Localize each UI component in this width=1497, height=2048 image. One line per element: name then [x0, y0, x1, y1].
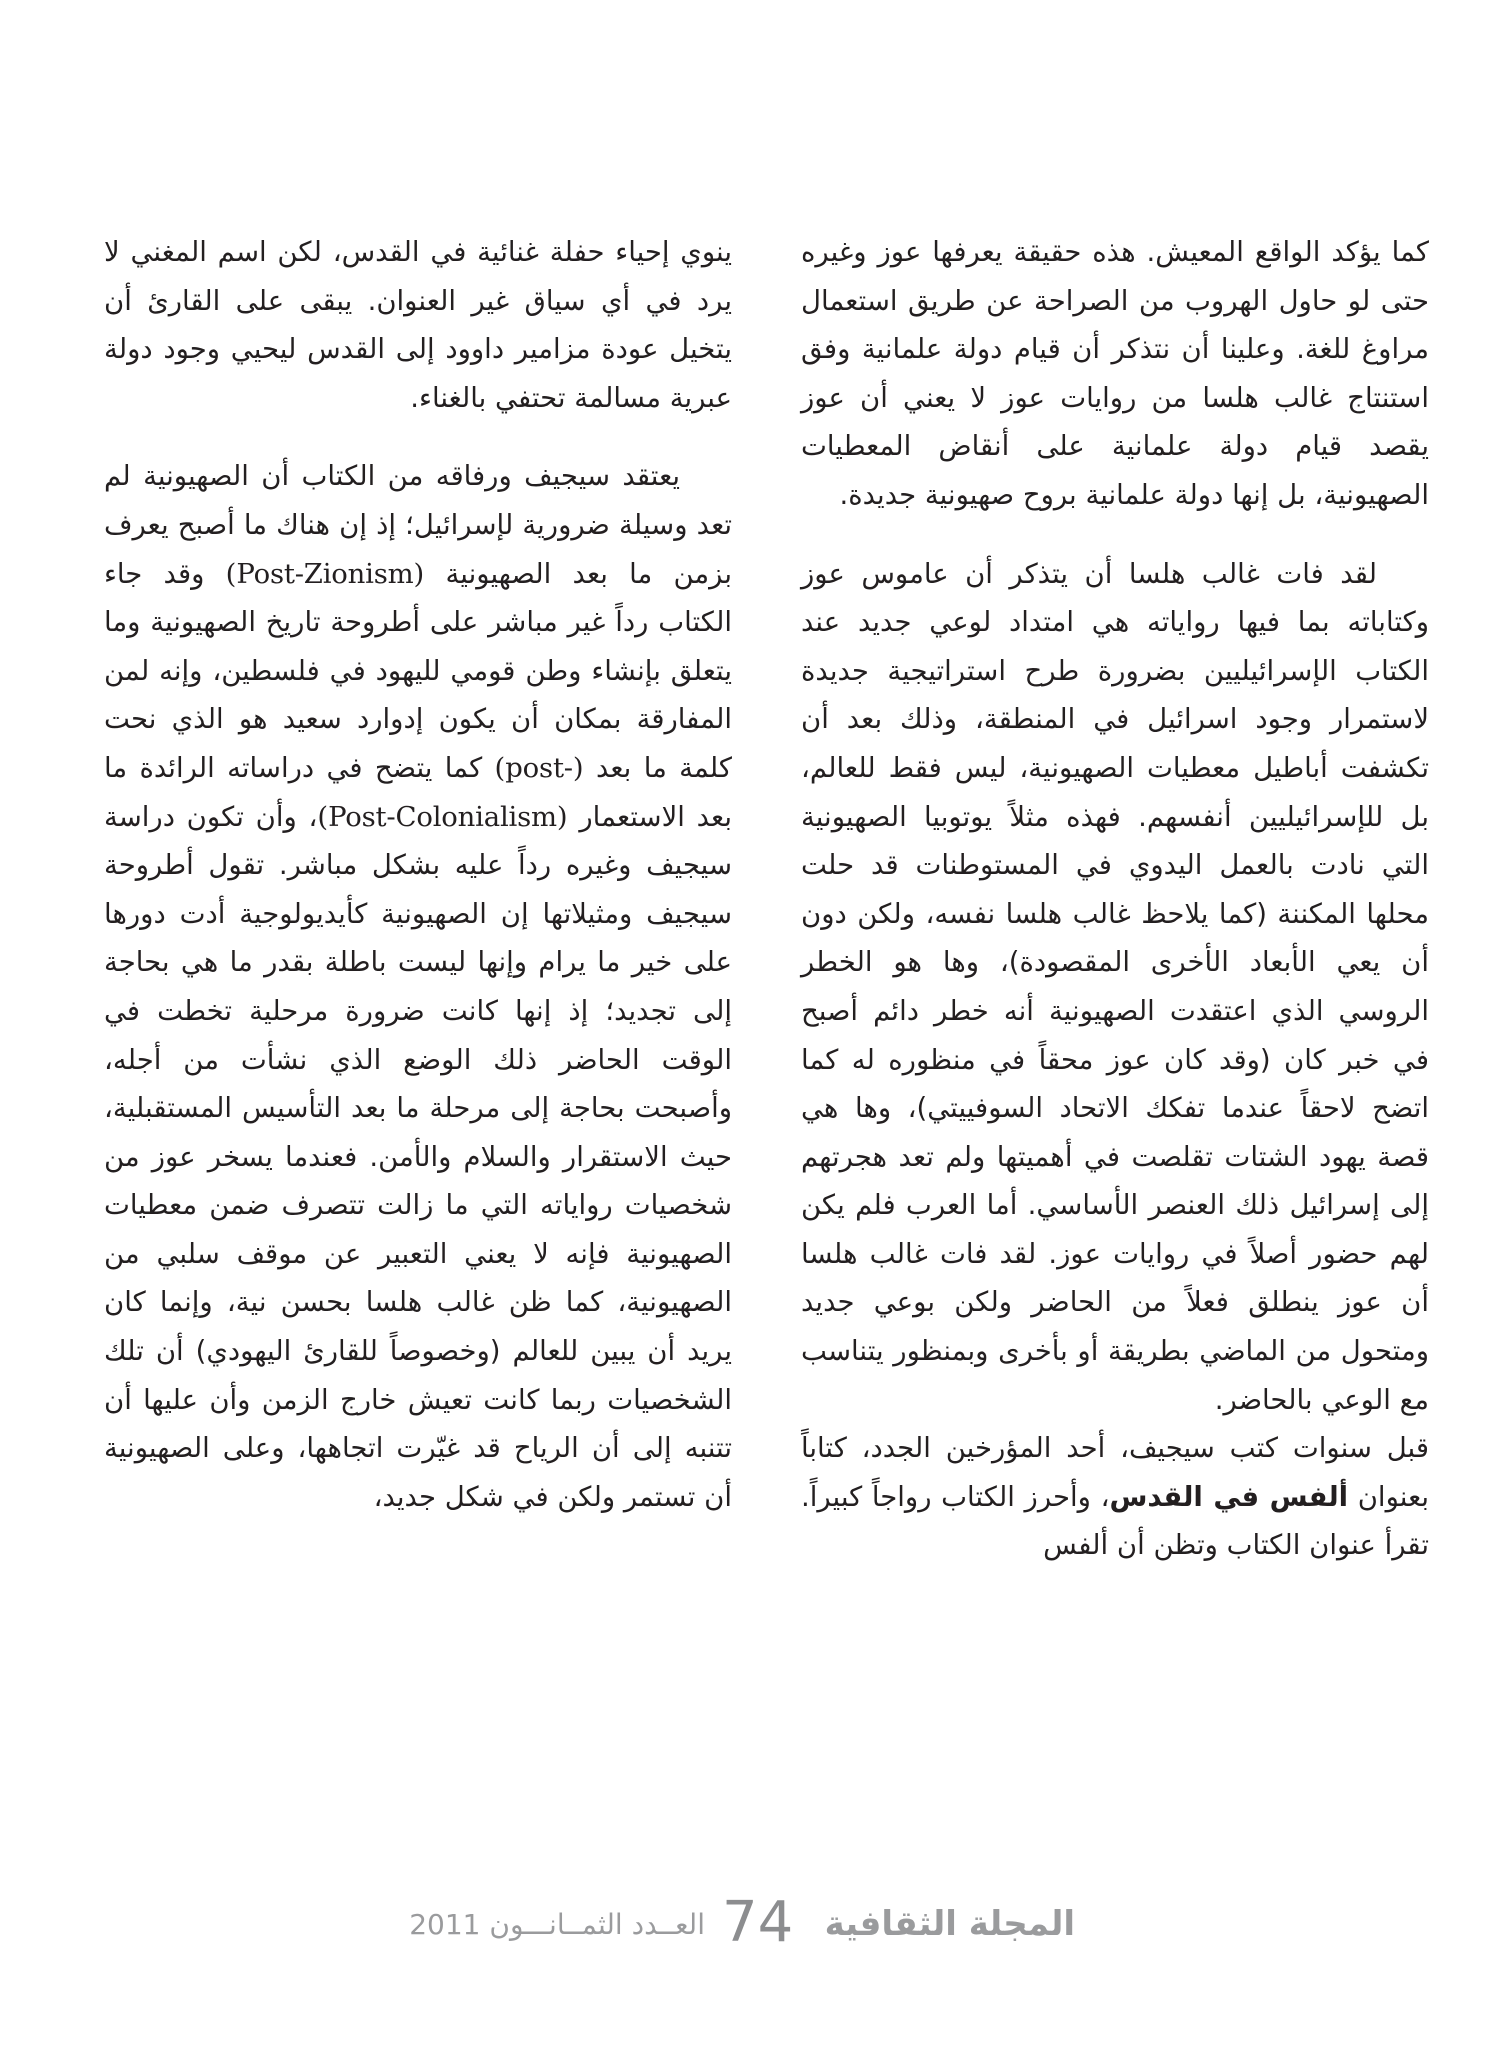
magazine-name: المجلة الثقافية [824, 1904, 1075, 1944]
paragraph-text: ، وأن تكون دراسة سيجيف وغيره رداً عليه بشكل مباشر. تقول أطروحة سيجيف ومثيلاتها إن الصهيونية كأيديولوجية أدت دورها على خير ما يرام وإنها ليست باطلة بقدر ما هي بحاجة إلى تجديد؛ إذ إنها كانت ضرورة مرحلية تخطت في الوقت الحاضر ذلك الوضع الذي نشأت من أجله، وأصبحت بحاجة إلى مرحلة ما بعد التأسيس المستقبلية، حيث الاستقرار والسلام والأمن. فعندما يسخر عوز من شخصيات رواياته التي ما زالت تتصرف ضمن معطيات الصهيونية فإنه لا يعني التعبير عن موقف سلبي من الصهيونية، كما ظن غالب هلسا بحسن نية، وإنما كان يريد أن يبين للعالم (وخصوصاً للقارئ اليهودي) أن تلك الشخصيات ربما كانت تعيش خارج الزمن وأن عليها أن تتنبه إلى أن الرياح قد غيّرت اتجاهها، وعلى الصهيونية أن تستمر ولكن في شكل جديد، [104, 800, 732, 1513]
paragraph: لقد فات غالب هلسا أن يتذكر أن عاموس عوز وكتاباته بما فيها رواياته هي امتداد لوعي جديد عند الكتاب الإسرائيليين بضرورة طرح استراتيجية جديدة لاستمرار وجود اسرائيل في المنطقة، وذلك بعد أن تكشفت أباطيل معطيات الصهيونية، ليس فقط للعالم، بل للإسرائيليين أنفسهم. فهذه مثلاً يوتوبيا الصهيونية التي نادت بالعمل اليدوي في المستوطنات قد حلت محلها المكننة (كما يلاحظ غالب هلسا نفسه، ولكن دون أن يعي الأبعاد الأخرى المقصودة)، وها هو الخطر الروسي الذي اعتقدت الصهيونية أنه خطر دائم أصبح في خبر كان (وقد كان عوز محقاً في منظوره له كما اتضح لاحقاً عندما تفكك الاتحاد السوفييتي)، وها هي قصة يهود الشتات تقلصت في أهميتها ولم تعد هجرتهم إلى إسرائيل ذلك العنصر الأساسي. أما العرب فلم يكن لهم حضور أصلاً في روايات عوز. لقد فات غالب هلسا أن عوز ينطلق فعلاً من الحاضر ولكن بوعي جديد ومتحول من الماضي بطريقة أو بأخرى وبمنظور يتناسب مع الوعي بالحاضر. [801, 557, 1429, 1416]
paragraph-text: قبل سنوات كتب سيجيف، أحد المؤرخين الجدد، كتاباً بعنوان [801, 1432, 1429, 1513]
paragraph: ينوي إحياء حفلة غنائية في القدس، لكن اسم المغني لا يرد في أي سياق غير العنوان. يبقى على القارئ أن يتخيل عودة مزامير داوود إلى القدس ليحيي وجود دولة عبرية مسالمة تحتفي بالغناء. [104, 236, 732, 414]
paragraph-text: ، وأحرز الكتاب رواجاً كبيراً. تقرأ عنوان الكتاب وتظن أن ألفس [801, 1480, 1429, 1562]
paragraph [104, 452, 732, 1521]
paragraph-text: وقد جاء الكتاب رداً غير مباشر على أطروحة تاريخ الصهيونية وما يتعلق بإنشاء وطن قومي لليهود في فلسطين، وإنه لمن المفارقة بمكان أن يكون إدوارد سعيد هو الذي نحت كلمة ما بعد [104, 557, 732, 784]
latin-term: (Post-Zionism) [225, 557, 425, 590]
paragraph [801, 1424, 1429, 1570]
paragraph-text: كما يتضح في دراساته الرائدة ما بعد الاستعمار [104, 751, 732, 833]
book-title: ألفس في القدس [1109, 1480, 1349, 1513]
page-number: 74 [722, 1890, 794, 1955]
latin-term: (Post-Colonialism) [317, 800, 568, 833]
latin-term: (post-) [494, 751, 584, 784]
paragraph-text: يعتقد سيجيف ورفاقه من الكتاب أن الصهيونية لم تعد وسيلة ضرورية لإسرائيل؛ إذ إن هناك ما أصبح يعرف بزمن ما بعد الصهيونية [104, 460, 732, 590]
issue-label: العــدد الثمــانـــون 2011 [409, 1908, 705, 1941]
paragraph: كما يؤكد الواقع المعيش. هذه حقيقة يعرفها عوز وغيره حتى لو حاول الهروب من الصراحة عن طريق استعمال مراوغ للغة. وعلينا أن نتذكر أن قيام دولة علمانية وفق استنتاج غالب هلسا من روايات عوز لا يعني أن عوز يقصد قيام دولة علمانية على أنقاض المعطيات الصهيونية، بل إنها دولة علمانية بروح صهيونية جديدة. [801, 236, 1429, 511]
right-text-column [801, 228, 1429, 1570]
page-footer [409, 1890, 1080, 1958]
left-text-column [104, 228, 732, 1521]
